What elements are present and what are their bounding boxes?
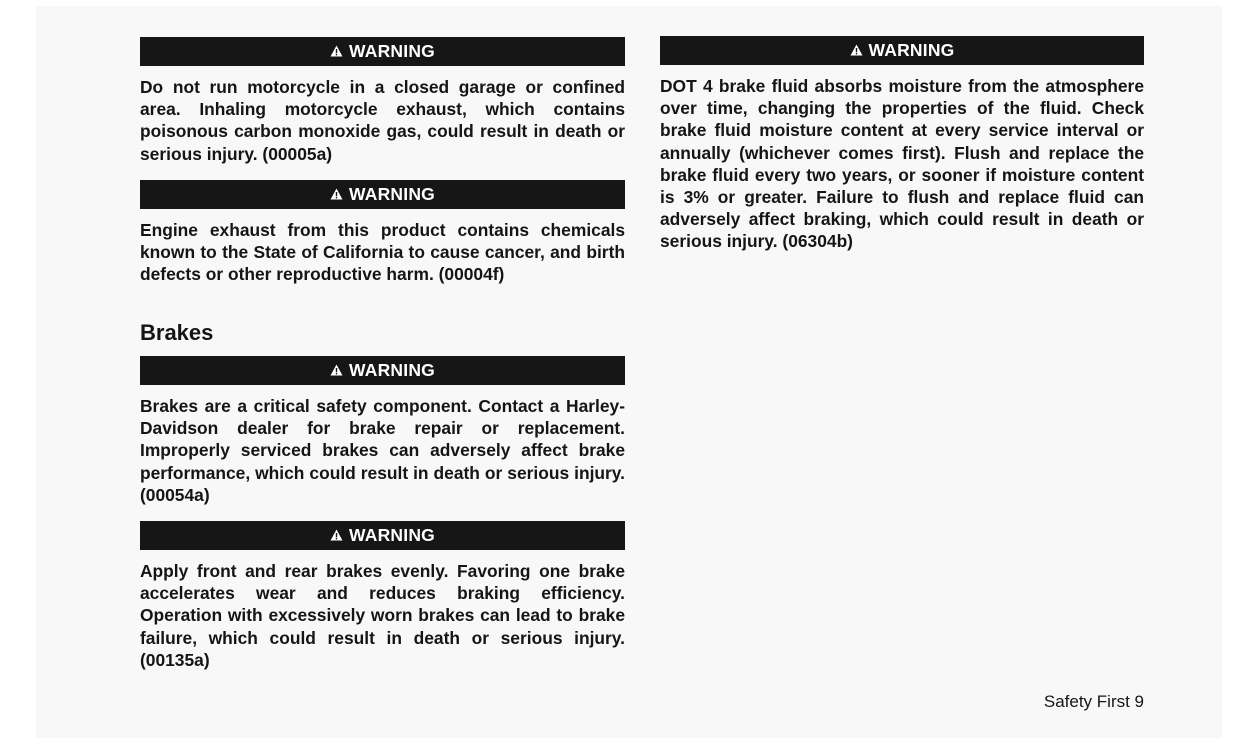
warning-banner xyxy=(140,37,625,66)
warning-triangle-icon xyxy=(330,364,343,376)
warning-text-brake-service: Brakes are a critical safety component. Contact a Harley-Davidson dealer for brake repair or replacement. Improperly serviced brakes can adversely affect brake performance, which could result in death or serious injury. (00054a) xyxy=(140,396,625,505)
warning-banner xyxy=(140,521,625,550)
warning-banner-label: WARNING xyxy=(349,525,435,545)
warning-triangle-icon xyxy=(330,529,343,541)
warning-triangle-icon xyxy=(850,44,863,56)
warning-banner-label: WARNING xyxy=(349,184,435,204)
warning-text-brake-wear: Apply front and rear brakes evenly. Favoring one brake accelerates wear and reduces braking efficiency. Operation with excessively worn brakes can lead to brake failure, which could result in death or serious injury. (00135a) xyxy=(140,561,625,670)
warning-banner xyxy=(140,180,625,209)
warning-banner-label: WARNING xyxy=(349,360,435,380)
warning-triangle-icon xyxy=(330,45,343,57)
warning-text-brake-fluid: DOT 4 brake fluid absorbs moisture from the atmosphere over time, changing the properties of the fluid. Check brake fluid moisture content at every service interval or annually (whichever comes first). Flush and replace the brake fluid every two years, or sooner if moisture content is 3% or greater. Failure to flush and replace fluid can adversely affect braking, which could result in death or serious injury. (06304b) xyxy=(660,76,1144,252)
warning-triangle-icon xyxy=(330,188,343,200)
warning-banner-label: WARNING xyxy=(868,40,955,60)
warning-banner-label: WARNING xyxy=(349,41,435,61)
section-heading-brakes: Brakes xyxy=(140,320,214,345)
warning-banner xyxy=(660,36,1144,65)
warning-text-exhaust-garage: Do not run motorcycle in a closed garage or confined area. Inhaling motorcycle exhaust, which contains poisonous carbon monoxide gas, could result in death or serious injury. (00005a) xyxy=(140,77,625,164)
page-footer-label: Safety First 9 xyxy=(1043,692,1144,711)
manual-page xyxy=(36,6,1222,738)
warning-text-california: Engine exhaust from this product contains chemicals known to the State of California to cause cancer, and birth defects or other reproductive harm. (00004f) xyxy=(140,220,625,285)
warning-banner xyxy=(140,356,625,385)
